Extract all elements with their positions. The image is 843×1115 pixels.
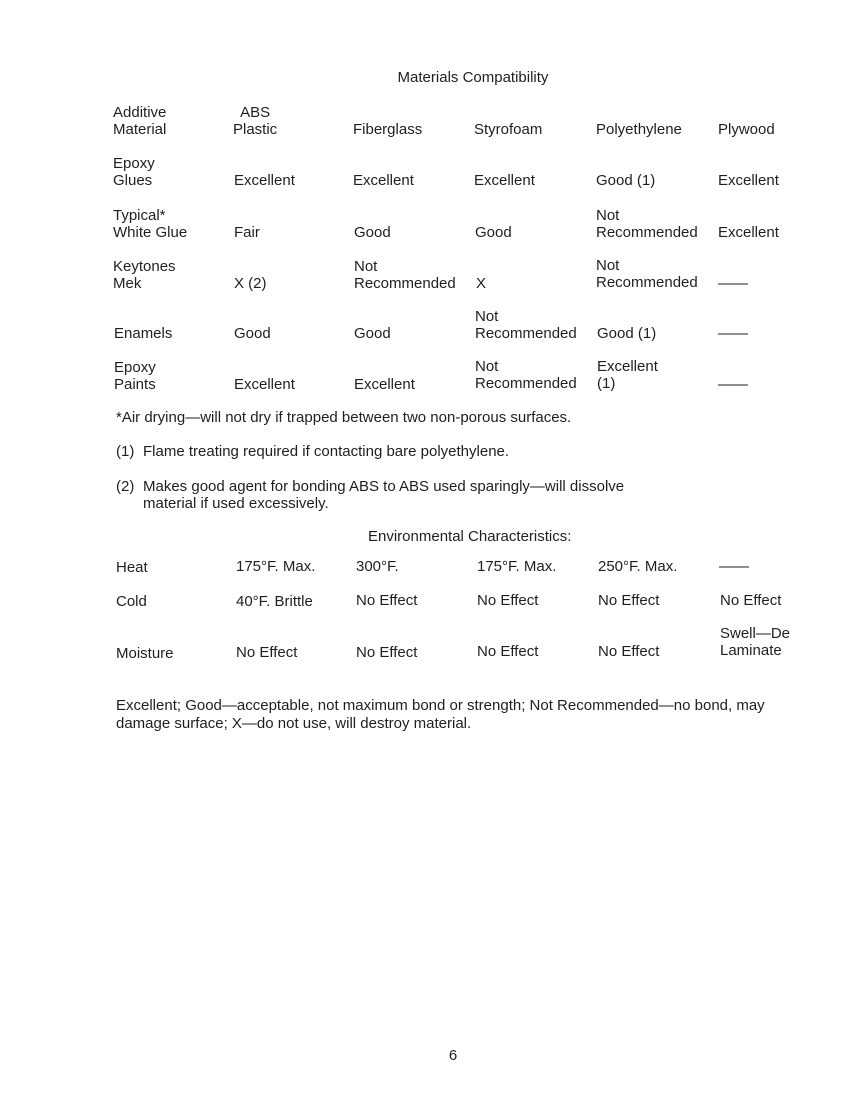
table-cell: Not Recommended [354, 258, 456, 292]
table-cell: Not Recommended [475, 358, 577, 392]
table-cell: No Effect [356, 644, 418, 661]
table-cell: Not Recommended [596, 207, 698, 241]
table-cell: No Effect [477, 643, 539, 660]
table-cell: Good [475, 224, 512, 241]
row-label: Cold [116, 593, 147, 610]
header-cell: Polyethylene [596, 121, 682, 138]
table-cell: Not Recommended [596, 257, 698, 291]
table-cell: 175°F. Max. [236, 558, 316, 575]
table-cell: Excellent [718, 172, 779, 189]
table-cell: —— [718, 275, 748, 292]
table-cell: Good [354, 224, 391, 241]
table-cell: Not Recommended [475, 308, 577, 342]
header-cell: Styrofoam [474, 121, 543, 138]
footnote-2-marker: (2) [116, 478, 135, 495]
footnote-1-text: Flame treating required if contacting bare polyethylene. [143, 443, 510, 460]
table-cell: No Effect [477, 592, 539, 609]
table-cell: Excellent [354, 376, 415, 393]
footnote-2-text: Makes good agent for bonding ABS to ABS used sparingly—will dissolve material if used excessively. [143, 478, 625, 512]
table-cell: No Effect [598, 592, 660, 609]
table-cell: Good [354, 325, 391, 342]
table-cell: Excellent [234, 172, 295, 189]
environmental-title: Environmental Characteristics: [368, 528, 572, 545]
table-cell: X [476, 275, 487, 292]
table-cell: Excellent [353, 172, 414, 189]
table-cell: Good [234, 325, 271, 342]
table-cell: Good (1) [597, 325, 657, 342]
header-cell: ABS Plastic [233, 104, 278, 138]
page-number: 6 [448, 1047, 458, 1064]
table-cell: No Effect [356, 592, 418, 609]
table-cell: Fair [234, 224, 260, 241]
table-cell: Excellent [718, 224, 779, 241]
row-label: Enamels [114, 325, 173, 342]
table-cell: Swell—De Laminate [720, 625, 791, 659]
table-cell: 40°F. Brittle [236, 593, 313, 610]
row-label: Epoxy Paints [114, 359, 156, 393]
header-cell: Fiberglass [353, 121, 423, 138]
table-cell: No Effect [236, 644, 298, 661]
row-label: Typical* White Glue [113, 207, 188, 241]
rating-legend: Excellent; Good—acceptable, not maximum bond or strength; Not Recommended—no bond, may damage surface; X—do not use, will destroy material. [116, 697, 765, 732]
asterisk-note: *Air drying—will not dry if trapped between two non-porous surfaces. [116, 409, 572, 426]
table-cell: 250°F. Max. [598, 558, 678, 575]
table-cell: Good (1) [596, 172, 656, 189]
page-title: Materials Compatibility [397, 69, 549, 86]
table-cell: —— [719, 558, 749, 575]
table-cell: Excellent (1) [597, 358, 658, 392]
table-cell: No Effect [720, 592, 782, 609]
table-cell: Excellent [474, 172, 535, 189]
table-cell: Excellent [234, 376, 295, 393]
table-cell: —— [718, 325, 748, 342]
row-label: Moisture [116, 645, 174, 662]
table-cell: 175°F. Max. [477, 558, 557, 575]
row-label: Heat [116, 559, 148, 576]
footnote-1-marker: (1) [116, 443, 135, 460]
header-cell: Additive Material [113, 104, 167, 138]
row-label: Epoxy Glues [113, 155, 155, 189]
header-cell: Plywood [718, 121, 775, 138]
table-cell: —— [718, 376, 748, 393]
table-cell: X (2) [234, 275, 267, 292]
table-cell: No Effect [598, 643, 660, 660]
table-cell: 300°F. [356, 558, 399, 575]
row-label: Keytones Mek [113, 258, 176, 292]
